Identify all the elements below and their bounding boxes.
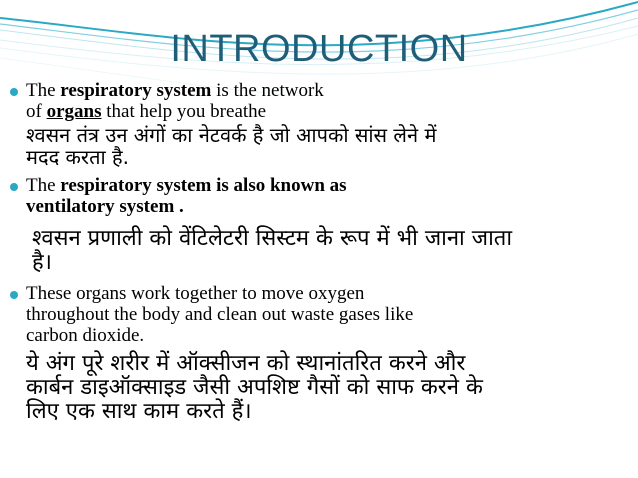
bullet-3-hindi: ये अंग पूरे शरीर में ऑक्सीजन को स्थानांतरित करने और कार्बन डाइऑक्साइड जैसी अपशिष्ट गैसों को साफ करने के लिए एक साथ काम करते हैं। — [26, 351, 483, 424]
bullet-item-3 — [10, 283, 630, 424]
bullet-icon — [10, 183, 18, 191]
bullet-3-english: These organs work together to move oxygen throughout the body and clean out waste gases like carbon dioxide. — [26, 283, 414, 346]
bullet-item-2 — [10, 175, 630, 275]
bullet-1-english: The respiratory system is the network of organs that help you breathe — [26, 80, 324, 122]
bullet-1-hindi: श्वसन तंत्र उन अंगों का नेटवर्क है जो आपको सांस लेने में मदद करता है. — [26, 123, 437, 169]
bullet-icon — [10, 291, 18, 299]
slide-title: INTRODUCTION — [170, 28, 468, 70]
bullet-item-1 — [10, 80, 630, 168]
bullet-2-hindi: श्वसन प्रणाली को वेंटिलेटरी सिस्टम के रूप में भी जाना जाता है। — [32, 226, 513, 275]
bullet-icon — [10, 88, 18, 96]
bullet-2-english: The respiratory system is also known as ventilatory system . — [26, 175, 347, 217]
slide-content — [10, 80, 630, 424]
